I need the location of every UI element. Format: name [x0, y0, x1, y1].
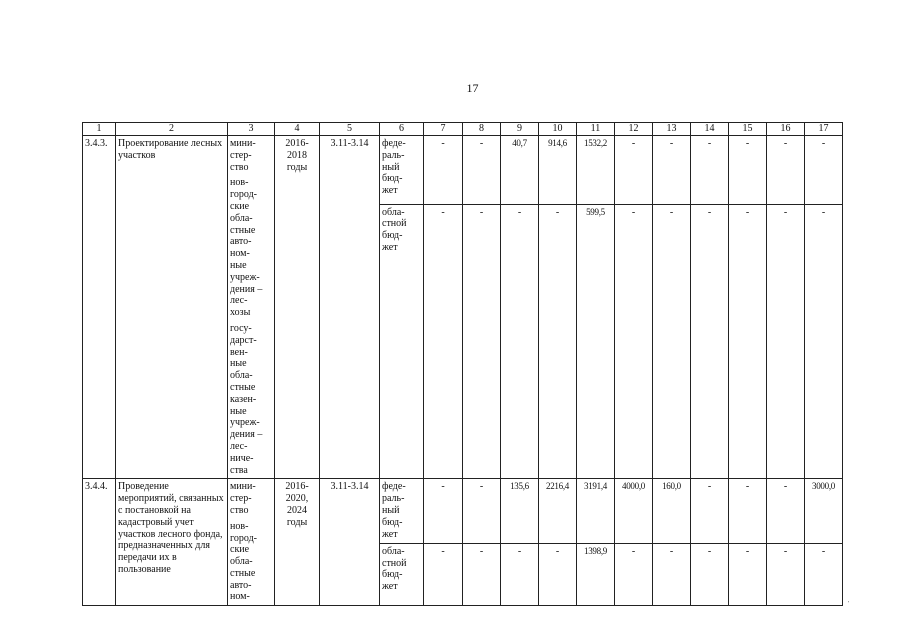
value-cell: - — [805, 136, 843, 205]
funding-source: феде- раль- ный бюд- жет — [380, 479, 424, 543]
executor: мини- стер- ство — [230, 481, 256, 516]
header-cell: 10 — [539, 123, 577, 136]
funding-source: феде- раль- ный бюд- жет — [380, 136, 424, 205]
header-cell: 9 — [501, 123, 539, 136]
funding-source: обла- стной бюд- жет — [380, 543, 424, 606]
value-cell: - — [653, 136, 691, 205]
header-cell: 16 — [767, 123, 805, 136]
value-cell: 40,7 — [501, 136, 539, 205]
item-name: Проведение мероприятий, связанных с постановкой на кадастровый учет участков лесного фонда, предназначенных для передачи их в пользование — [116, 479, 228, 606]
value-cell: - — [501, 543, 539, 606]
value-cell: 135,6 — [501, 479, 539, 543]
value-cell: 914,6 — [539, 136, 577, 205]
value-cell: - — [615, 136, 653, 205]
page-number: 17 — [466, 81, 479, 95]
value-cell: - — [463, 479, 501, 543]
value-cell: - — [615, 543, 653, 606]
value-cell: - — [424, 543, 463, 606]
value-cell: 3000,0 — [805, 479, 843, 543]
executor: госу- дарст- вен- ные обла- стные казен- ные учреж- дения – лес- ниче- ства — [230, 322, 263, 476]
indicators-cell: 3.11-3.14 — [320, 136, 380, 479]
header-cell: 2 — [116, 123, 228, 136]
header-cell: 1 — [83, 123, 116, 136]
value-cell: 599,5 — [577, 204, 615, 479]
value-cell: - — [729, 136, 767, 205]
executor: нов- город- ские обла- стные авто- ном- — [230, 520, 257, 603]
funding-source: обла- стной бюд- жет — [380, 204, 424, 479]
value-cell: - — [501, 204, 539, 479]
value-cell: - — [539, 204, 577, 479]
executor: мини- стер- ство — [230, 138, 256, 173]
value-cell: - — [729, 479, 767, 543]
value-cell: 4000,0 — [615, 479, 653, 543]
value-cell: - — [653, 543, 691, 606]
value-cell: - — [691, 136, 729, 205]
header-cell: 5 — [320, 123, 380, 136]
header-cell: 13 — [653, 123, 691, 136]
header-cell: 17 — [805, 123, 843, 136]
period-cell: 2016- 2020, 2024 годы — [275, 479, 320, 606]
value-cell: - — [691, 479, 729, 543]
value-cell: - — [653, 204, 691, 479]
header-cell: 3 — [228, 123, 275, 136]
value-cell: - — [729, 204, 767, 479]
value-cell: - — [691, 204, 729, 479]
header-cell: 4 — [275, 123, 320, 136]
header-cell: 14 — [691, 123, 729, 136]
value-cell: - — [767, 479, 805, 543]
header-cell: 15 — [729, 123, 767, 136]
executors-cell — [228, 479, 275, 606]
scan-mark: ' — [848, 601, 850, 607]
value-cell: 1398,9 — [577, 543, 615, 606]
value-cell: - — [463, 136, 501, 205]
header-cell: 11 — [577, 123, 615, 136]
program-table — [82, 122, 843, 606]
item-code: 3.4.4. — [83, 479, 116, 606]
value-cell: 160,0 — [653, 479, 691, 543]
value-cell: 1532,2 — [577, 136, 615, 205]
header-row — [83, 123, 843, 136]
value-cell: - — [767, 136, 805, 205]
value-cell: 3191,4 — [577, 479, 615, 543]
value-cell: - — [729, 543, 767, 606]
value-cell: - — [424, 204, 463, 479]
value-cell: - — [691, 543, 729, 606]
value-cell: - — [805, 204, 843, 479]
table-row — [83, 479, 843, 543]
executor: нов- город- ские обла- стные авто- ном- ные учреж- дения – лес- хозы — [230, 177, 263, 319]
executors-cell — [228, 136, 275, 479]
header-cell: 8 — [463, 123, 501, 136]
value-cell: 2216,4 — [539, 479, 577, 543]
value-cell: - — [615, 204, 653, 479]
table-row — [83, 136, 843, 205]
item-name: Проектирование лесных участков — [116, 136, 228, 479]
header-cell: 12 — [615, 123, 653, 136]
period-cell: 2016- 2018 годы — [275, 136, 320, 479]
header-cell: 7 — [424, 123, 463, 136]
value-cell: - — [424, 479, 463, 543]
indicators-cell: 3.11-3.14 — [320, 479, 380, 606]
value-cell: - — [767, 204, 805, 479]
value-cell: - — [424, 136, 463, 205]
value-cell: - — [463, 543, 501, 606]
value-cell: - — [767, 543, 805, 606]
header-cell: 6 — [380, 123, 424, 136]
value-cell: - — [539, 543, 577, 606]
value-cell: - — [805, 543, 843, 606]
value-cell: - — [463, 204, 501, 479]
item-code: 3.4.3. — [83, 136, 116, 479]
